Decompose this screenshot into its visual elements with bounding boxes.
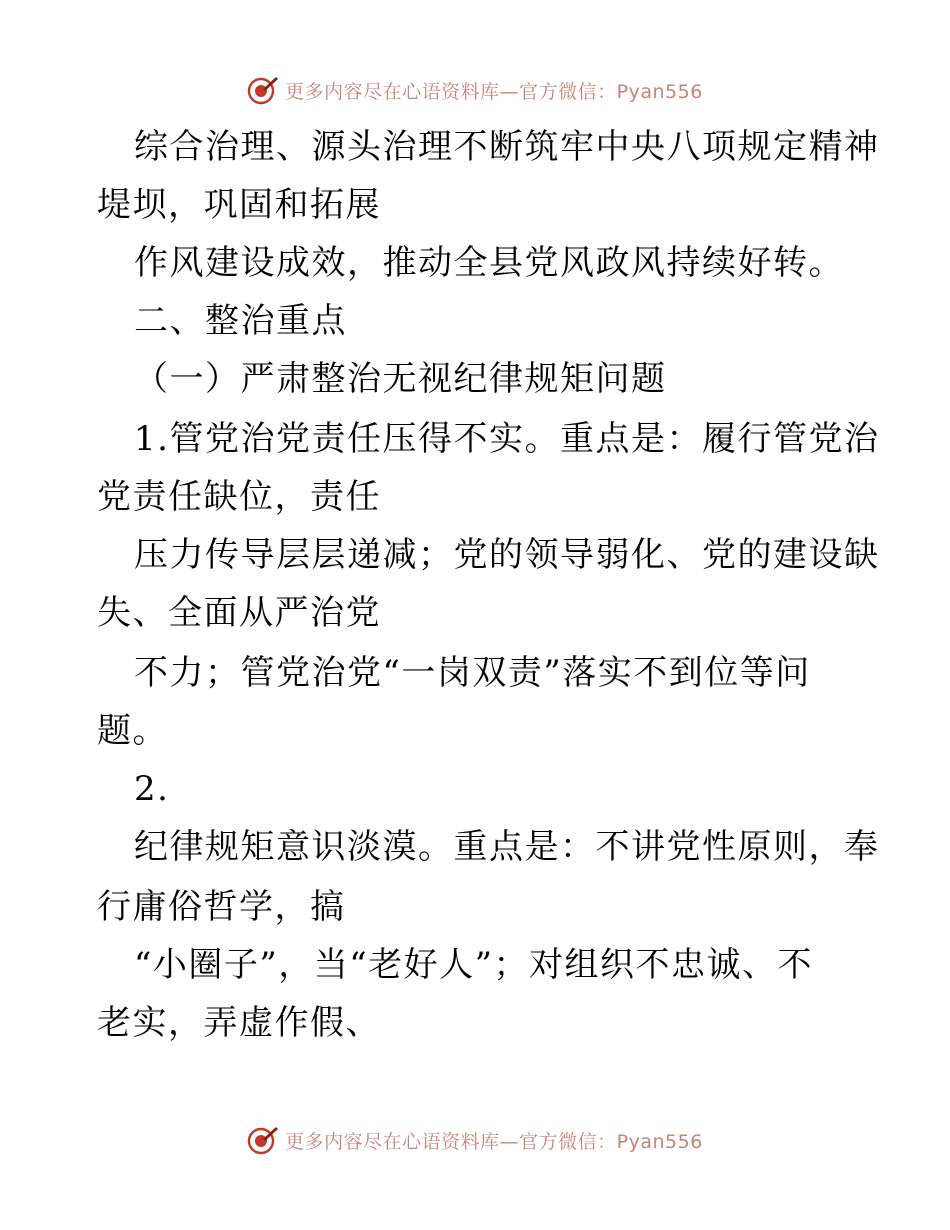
text-line: 1.管党治党责任压得不实。重点是：履行管党治 — [134, 419, 880, 459]
section-heading: 二、整治重点 — [134, 301, 347, 341]
text-line: 2. — [134, 769, 170, 809]
text-line: 不力；管党治党“一岗双责”落实不到位等问 — [134, 653, 811, 693]
pen-logo-icon — [247, 1124, 279, 1156]
footer-watermark — [0, 1120, 950, 1160]
text-line: 题。 — [97, 711, 168, 751]
text-line: 作风建设成效，推动全县党风政风持续好转。 — [134, 243, 844, 283]
text-line: 行庸俗哲学，搞 — [97, 887, 346, 927]
text-line: 党责任缺位，责任 — [97, 477, 381, 517]
header-watermark — [0, 70, 950, 110]
pen-logo-icon — [247, 74, 279, 106]
text-line: 纪律规矩意识淡漠。重点是：不讲党性原则，奉 — [134, 827, 880, 867]
text-line: 压力传导层层递减；党的领导弱化、党的建设缺 — [134, 535, 880, 575]
watermark-text: 更多内容尽在心语资料库—官方微信：Pyan556 — [285, 80, 703, 103]
text-line: 综合治理、源头治理不断筑牢中央八项规定精神 — [134, 127, 880, 167]
watermark-text: 更多内容尽在心语资料库—官方微信：Pyan556 — [285, 1130, 703, 1153]
text-line: 失、全面从严治党 — [97, 593, 381, 633]
subsection-heading: （一）严肃整治无视纪律规矩问题 — [134, 359, 667, 399]
text-line: “小圈子”，当“老好人”；对组织不忠诚、不 — [134, 945, 814, 985]
text-line: 老实，弄虚作假、 — [97, 1003, 381, 1043]
text-line: 堤坝，巩固和拓展 — [97, 185, 381, 225]
